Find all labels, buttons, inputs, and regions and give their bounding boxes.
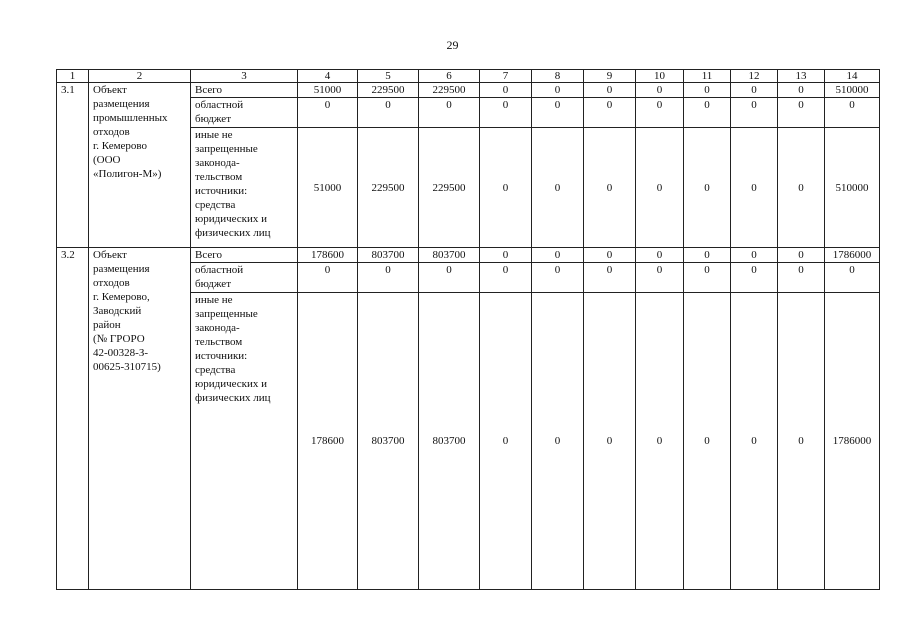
text-line: законода-	[195, 322, 240, 334]
value-cell: 229500	[419, 128, 480, 248]
value-cell: 51000	[298, 128, 358, 248]
text-line: бюджет	[195, 278, 231, 290]
text-line: размещения	[93, 98, 150, 110]
value-cell: 0	[684, 293, 731, 590]
text-line: (№ ГРОРО	[93, 333, 145, 345]
text-line: тельством	[195, 336, 243, 348]
text-line: законода-	[195, 157, 240, 169]
header-cell: 6	[419, 70, 480, 83]
value-cell: 0	[419, 263, 480, 293]
value-cell: 0	[584, 248, 636, 263]
text-line: средства	[195, 364, 236, 376]
value-cell: 510000	[825, 83, 880, 98]
value-cell: 0	[684, 98, 731, 128]
text-line: бюджет	[195, 113, 231, 125]
value-cell: 0	[480, 83, 532, 98]
value-cell: 0	[636, 98, 684, 128]
value-cell: 0	[298, 98, 358, 128]
text-line: 42-00328-З-	[93, 347, 148, 359]
value-cell: 0	[419, 98, 480, 128]
text-line: «Полигон-М»)	[93, 168, 162, 180]
value-cell: 0	[778, 83, 825, 98]
value-cell: 0	[480, 263, 532, 293]
text-line: областной	[195, 99, 244, 111]
value-cell: 1786000	[825, 293, 880, 590]
value-cell: 0	[636, 263, 684, 293]
funding-source	[191, 293, 298, 590]
object-name	[89, 83, 191, 248]
funding-source	[191, 83, 298, 98]
header-cell: 3	[191, 70, 298, 83]
value-cell: 229500	[358, 128, 419, 248]
text-line: тельством	[195, 171, 243, 183]
value-cell: 0	[584, 293, 636, 590]
text-line: Объект	[93, 249, 127, 261]
text-line: юридических и	[195, 378, 268, 390]
text-line: юридических и	[195, 213, 268, 225]
value-cell: 0	[731, 128, 778, 248]
value-cell: 0	[532, 98, 584, 128]
value-cell: 0	[480, 248, 532, 263]
text-line: промышленных	[93, 112, 168, 124]
value-cell: 0	[731, 293, 778, 590]
value-cell: 0	[778, 263, 825, 293]
text-line: физических лиц	[195, 227, 271, 239]
value-cell: 803700	[419, 293, 480, 590]
funding-source	[191, 248, 298, 263]
header-cell: 9	[584, 70, 636, 83]
value-cell: 0	[684, 128, 731, 248]
header-cell: 13	[778, 70, 825, 83]
funding-source	[191, 263, 298, 293]
value-cell: 51000	[298, 83, 358, 98]
value-cell: 0	[358, 98, 419, 128]
value-cell: 0	[731, 263, 778, 293]
value-cell: 229500	[358, 83, 419, 98]
value-cell: 0	[480, 293, 532, 590]
header-cell: 4	[298, 70, 358, 83]
value-cell: 803700	[419, 248, 480, 263]
text-line: отходов	[93, 126, 130, 138]
value-cell: 0	[480, 98, 532, 128]
text-line: Всего	[195, 249, 222, 261]
value-cell: 0	[778, 128, 825, 248]
value-cell: 0	[731, 248, 778, 263]
value-cell: 0	[731, 98, 778, 128]
header-cell: 12	[731, 70, 778, 83]
text-line: Всего	[195, 84, 222, 96]
value-cell: 0	[532, 128, 584, 248]
header-cell: 11	[684, 70, 731, 83]
text-line: район	[93, 319, 121, 331]
value-cell: 0	[636, 248, 684, 263]
header-cell: 2	[89, 70, 191, 83]
text-line: размещения	[93, 263, 150, 275]
text-line: Заводский	[93, 305, 142, 317]
value-cell: 1786000	[825, 248, 880, 263]
header-cell: 8	[532, 70, 584, 83]
value-cell: 510000	[825, 128, 880, 248]
object-name	[89, 248, 191, 590]
header-cell: 10	[636, 70, 684, 83]
value-cell: 0	[480, 128, 532, 248]
header-cell: 7	[480, 70, 532, 83]
text-line: г. Кемерово	[93, 140, 148, 152]
value-cell: 178600	[298, 248, 358, 263]
value-cell: 0	[825, 263, 880, 293]
value-cell: 0	[684, 83, 731, 98]
text-line: источники:	[195, 350, 248, 362]
value-cell: 0	[636, 128, 684, 248]
value-cell: 0	[684, 263, 731, 293]
value-cell: 803700	[358, 248, 419, 263]
header-cell: 14	[825, 70, 880, 83]
text-line: запрещенные	[195, 143, 258, 155]
header-cell: 5	[358, 70, 419, 83]
text-line: 00625-310715)	[93, 361, 161, 373]
text-line: г. Кемерово,	[93, 291, 150, 303]
funding-source	[191, 98, 298, 128]
text-line: Объект	[93, 84, 127, 96]
value-cell: 0	[584, 128, 636, 248]
value-cell: 0	[532, 263, 584, 293]
header-row	[57, 70, 880, 83]
text-line: (ООО	[93, 154, 121, 166]
text-line: источники:	[195, 185, 248, 197]
value-cell: 803700	[358, 293, 419, 590]
value-cell: 0	[532, 248, 584, 263]
value-cell: 178600	[298, 293, 358, 590]
value-cell: 0	[778, 248, 825, 263]
value-cell: 0	[684, 248, 731, 263]
value-cell: 0	[636, 293, 684, 590]
table-row	[57, 248, 880, 263]
header-cell: 1	[57, 70, 89, 83]
value-cell: 0	[584, 263, 636, 293]
budget-table	[56, 69, 880, 590]
text-line: отходов	[93, 277, 130, 289]
value-cell: 0	[731, 83, 778, 98]
value-cell: 0	[584, 83, 636, 98]
text-line: физических лиц	[195, 392, 271, 404]
text-line: иные не	[195, 294, 233, 306]
value-cell: 0	[778, 98, 825, 128]
row-number: 3.2	[57, 248, 89, 590]
value-cell: 0	[298, 263, 358, 293]
table-row	[57, 83, 880, 98]
text-line: запрещенные	[195, 308, 258, 320]
page-number: 29	[446, 38, 459, 52]
funding-source	[191, 128, 298, 248]
value-cell: 0	[584, 98, 636, 128]
value-cell: 0	[825, 98, 880, 128]
value-cell: 0	[636, 83, 684, 98]
text-line: средства	[195, 199, 236, 211]
row-number: 3.1	[57, 83, 89, 248]
value-cell: 0	[532, 83, 584, 98]
value-cell: 0	[778, 293, 825, 590]
value-cell: 0	[532, 293, 584, 590]
text-line: иные не	[195, 129, 233, 141]
value-cell: 0	[358, 263, 419, 293]
value-cell: 229500	[419, 83, 480, 98]
text-line: областной	[195, 264, 244, 276]
